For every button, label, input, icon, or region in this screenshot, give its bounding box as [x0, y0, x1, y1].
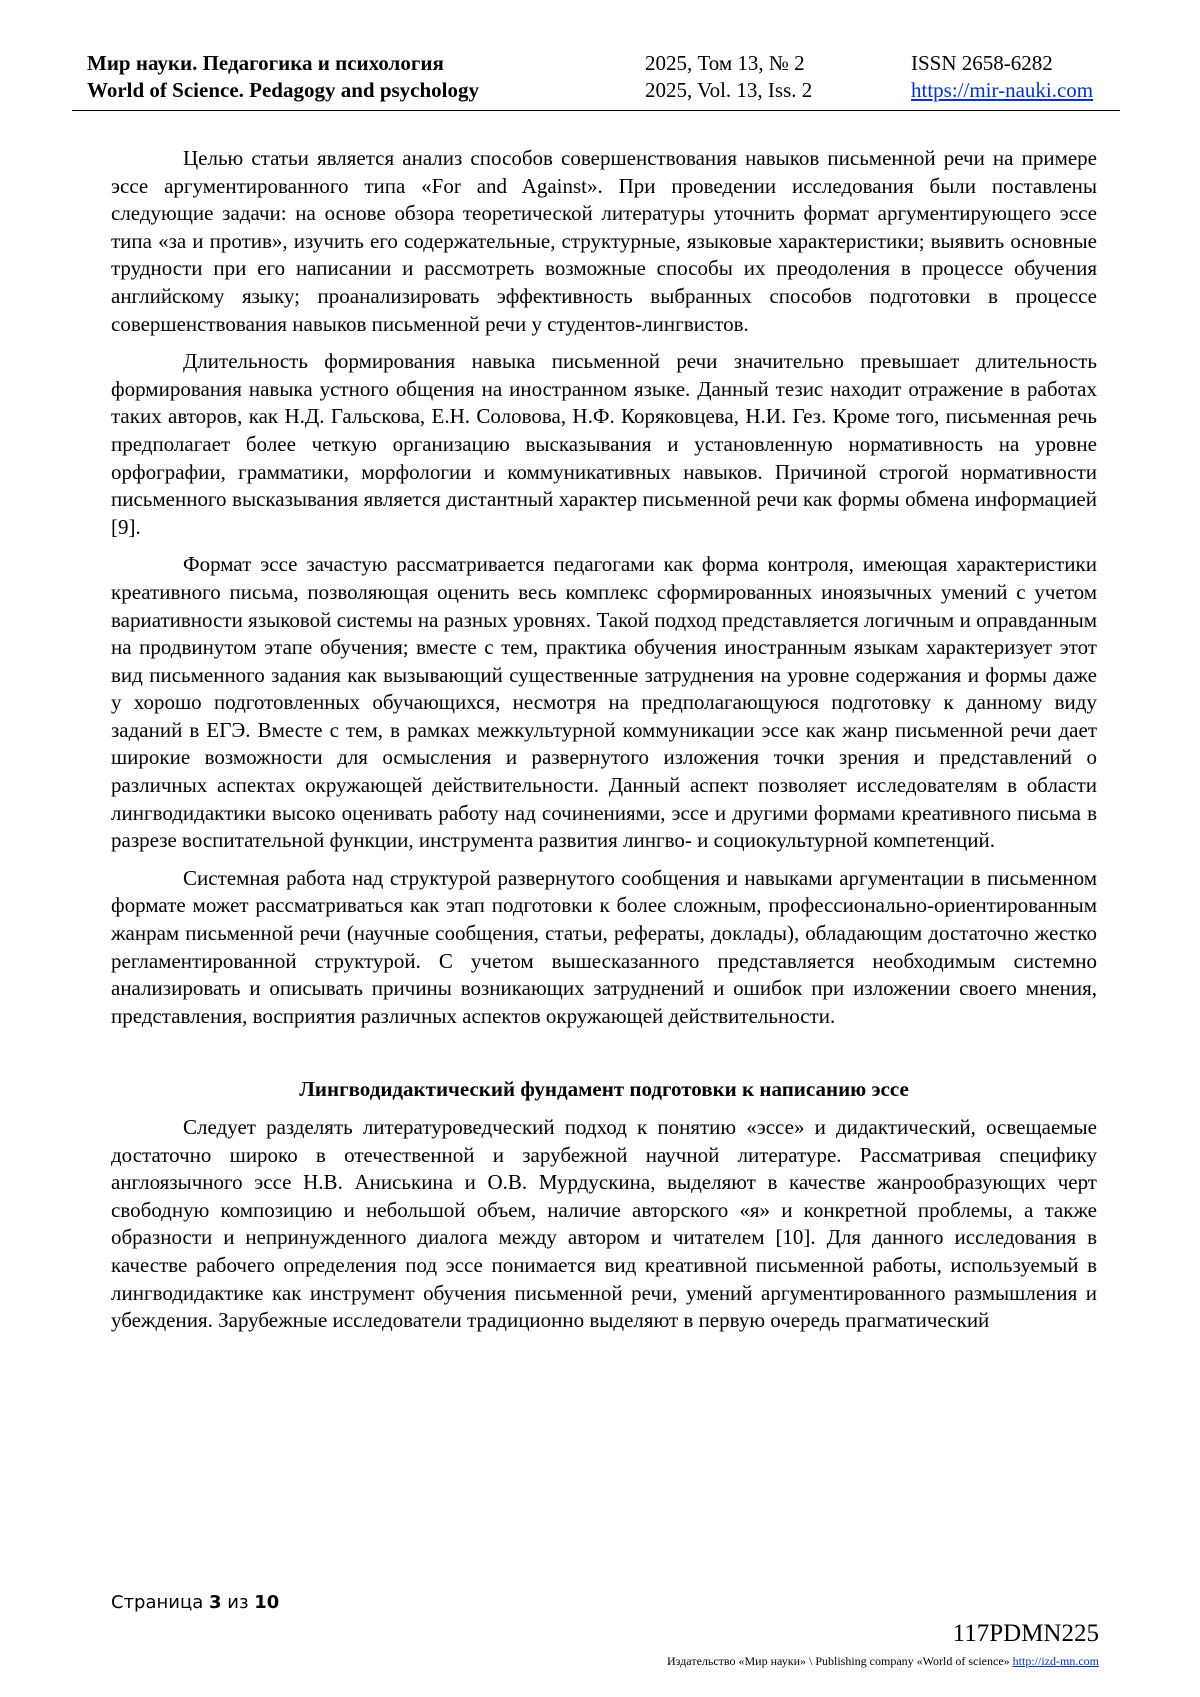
journal-title-ru: Мир науки. Педагогика и психология — [87, 51, 444, 75]
section-paragraph: Следует разделять литературоведческий подход к понятию «эссе» и дидактический, освещаемые достаточно широко в отечественной и зарубежной научной литературе. Рассматривая специфику англоязычного эссе Н.В. Аниськина и О.В. Мурдускина, выделяют в качестве жанрообразующих черт свободную композицию и небольшой объем, наличие авторского «я» и конкретной проблемы, а также образности и непринужденного диалога между автором и читателем [10]. Для данного исследования в качестве рабочего определения под эссе понимается вид креативной письменной работы, используемый в лингводидактике как инструмент обучения письменной речи, умений аргументированного размышления и убеждения. Зарубежные исследователи традиционно выделяют в первую очередь прагматический — [111, 1115, 1097, 1333]
paragraph-2: Длительность формирования навыка письменной речи значительно превышает длительность формирования навыка устного общения на иностранном языке. Данный тезис находит отражение в работах таких авторов, как Н.Д. Гальскова, Е.Н. Соловова, Н.Ф. Коряковцева, Н.И. Гез. Кроме того, письменная речь предполагает более четкую организацию высказывания и установленную нормативность на уровне орфографии, грамматики, морфологии и коммуникативных навыков. Причиной строгой нормативности письменного высказывания является дистантный характер письменной речи как формы обмена информацией [9]. — [111, 349, 1097, 539]
paragraph-4: Системная работа над структурой развернутого сообщения и навыками аргументации в письменном формате может рассматриваться как этап подготовки к более сложным, профессионально-ориентированным жанрам письменной речи (научные сообщения, статьи, рефераты, доклады), обладающим достаточно жестко регламентированной структурой. С учетом вышесказанного представляется необходимым системно анализировать и описывать причины возникающих затруднений и ошибок при изложении своего мнения, представления, восприятия различных аспектов окружающей действительности. — [111, 865, 1097, 1028]
page-label: Страница — [111, 1592, 204, 1613]
issn: ISSN 2658-6282 — [911, 51, 1053, 75]
publisher-link[interactable]: http://izd-mn.com — [1012, 1654, 1099, 1668]
publisher-line — [667, 1654, 1099, 1669]
issn-block — [911, 50, 1093, 104]
section-heading: Лингводидактический фундамент подготовки к написанию эссе — [299, 1077, 909, 1102]
volume-en: 2025, Vol. 13, Iss. 2 — [645, 78, 813, 102]
journal-title — [87, 50, 479, 104]
page-number — [111, 1592, 279, 1613]
header-divider — [72, 110, 1120, 111]
journal-url-link[interactable]: https://mir-nauki.com — [911, 78, 1094, 102]
publisher-text: Издательство «Мир науки» \ Publishing company «World of science» — [667, 1654, 1010, 1668]
page-total: 10 — [254, 1592, 280, 1613]
page-current: 3 — [209, 1592, 222, 1613]
article-code: 117PDMN225 — [952, 1620, 1099, 1647]
article-body — [111, 145, 1097, 1345]
journal-title-en: World of Science. Pedagogy and psychology — [87, 78, 480, 102]
volume-ru: 2025, Том 13, № 2 — [645, 51, 805, 75]
page-of: из — [227, 1592, 249, 1613]
paragraph-3: Формат эссе зачастую рассматривается педагогами как форма контроля, имеющая характеристики креативного письма, позволяющая оценить весь комплекс сформированных иноязычных умений с учетом вариативности языковой системы на разных уровнях. Такой подход представляется логичным и оправданным на продвинутом этапе обучения; вместе с тем, практика обучения иностранным языкам характеризует этот вид письменного задания как вызывающий существенные затруднения на уровне содержания и формы даже у хорошо подготовленных обучающихся, несмотря на предполагающуюся подготовку к данному виду заданий в ЕГЭ. Вместе с тем, в рамках межкультурной коммуникации эссе как жанр письменной речи дает широкие возможности для осмысления и развернутого изложения точки зрения и представлений о различных аспектах окружающей действительности. Данный аспект позволяет исследователям в области лингводидактики высоко оценивать работу над сочинениями, эссе и другими формами креативного письма в разрезе воспитательной функции, инструмента развития лингво- и социокультурной компетенций. — [111, 552, 1097, 853]
paragraph-1: Целью статьи является анализ способов совершенствования навыков письменной речи на примере эссе аргументированного типа «For and Against». При проведении исследования были поставлены следующие задачи: на основе обзора теоретической литературы уточнить формат аргументирующего эссе типа «за и против», изучить его содержательные, структурные, языковые характеристики; выявить основные трудности при его написании и рассмотреть возможные способы их преодоления в процессе обучения английскому языку; проанализировать эффективность выбранных способов подготовки в процессе совершенствования навыков письменной речи у студентов-лингвистов. — [111, 146, 1097, 336]
volume-info — [645, 50, 812, 104]
